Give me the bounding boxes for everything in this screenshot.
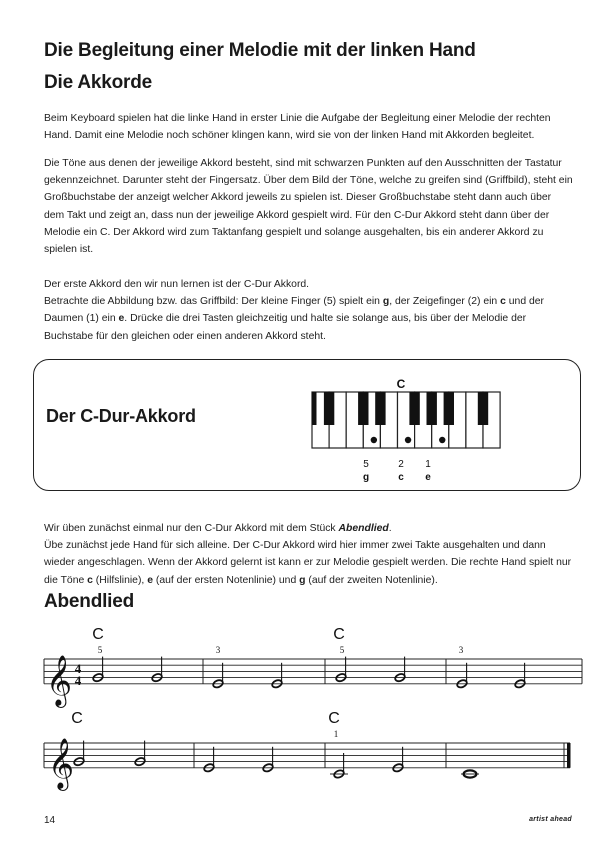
fingering: 3 (458, 645, 464, 655)
chord-box-title: Der C-Dur-Akkord (46, 406, 196, 426)
fingering: 5 (97, 645, 103, 655)
note-name: c (87, 574, 93, 586)
fingering: 1 (333, 729, 339, 739)
chord-box (33, 359, 581, 491)
finger-number: 2 (398, 459, 404, 470)
text-run: , der Zeigefinger (2) ein (389, 296, 501, 308)
staff-lines (44, 743, 571, 768)
time-signature-bottom: 4 (74, 673, 82, 688)
chord-tone-dot (405, 437, 411, 443)
black-key (375, 392, 385, 425)
keyboard-diagram (304, 370, 534, 485)
notes (73, 741, 479, 779)
black-key (427, 392, 437, 425)
note-name: c (500, 296, 506, 308)
text-run: Wir üben zunächst einmal nur den C-Dur Akkord mit dem Stück (44, 523, 339, 534)
section-title: Die Akkorde (44, 72, 152, 93)
note-label: g (362, 472, 370, 483)
text-run: Übe zunächst jede Hand für sich alleine. Der C-Dur Akkord wird hier immer zwei Takte ausgehalten und dann wieder angeschlagen. Wenn der Akkord gelernt ist kann er zur Melodie gespielt werden. Die rechte Hand spielt nur die Töne (44, 540, 572, 586)
fingering: 3 (215, 645, 221, 655)
note-label: e (425, 472, 431, 483)
finger-number: 1 (425, 459, 431, 470)
staff-system-1 (44, 626, 582, 708)
black-key (444, 392, 454, 425)
chord-symbol: C (71, 710, 83, 727)
piece-name: Abendlied (338, 523, 389, 534)
chord-tone-dot (439, 437, 445, 443)
black-key (358, 392, 368, 425)
paragraph-explanation: Die Töne aus denen der jeweilige Akkord besteht, sind mit schwarzen Punkten auf den Ausschnitten der Tastatur gekennzeichnet. Darunter steht der Fingersatz. Über dem Bild der Töne, welche zu greifen sind (Griffbild), steht ein Großbuchstabe der anzeigt welcher Akkord jeweils zu spielen ist. Dieser Großbuchstabe steht dann auch über dem Takt und zeigt an, dass nun der jeweilige Akkord gespielt wird. Für den C-Dur Akkord steht dann über der Melodie ein C. Der Akkord wird zum Taktanfang gespielt und solange ausgehalten, bis ein anderer Akkord zu spielen ist. (44, 158, 573, 256)
sheet-music (0, 615, 600, 795)
finger-number: 5 (363, 459, 369, 470)
treble-clef-icon: 𝄞 (46, 655, 73, 706)
treble-clef-icon: 𝄞 (48, 738, 75, 789)
text-run: (auf der ersten Notenlinie) und (152, 574, 300, 586)
text-run: (Hilfslinie), (92, 574, 148, 586)
note-name: g (382, 296, 390, 308)
text-run: Betrachte die Abbildung bzw. das Griffbild: Der kleine Finger (5) spielt ein (44, 296, 383, 308)
staff-lines (44, 659, 582, 684)
time-signature-top: 4 (74, 661, 82, 676)
text-run: und der Daumen (1) ein (44, 296, 545, 325)
page-title: Die Begleitung einer Melodie mit der linken Hand (44, 40, 476, 61)
page-number: 14 (44, 815, 56, 826)
paragraph-exercise (44, 520, 574, 589)
chord-symbol: C (333, 626, 345, 643)
piece-title: Abendlied (44, 591, 135, 612)
text-run: . (388, 523, 392, 534)
final-barline (567, 743, 571, 768)
fingering: 5 (339, 645, 345, 655)
text-run: (auf der zweiten Notenlinie). (305, 574, 438, 586)
staff-system-2 (44, 710, 571, 791)
paragraph-intro: Beim Keyboard spielen hat die linke Hand in erster Linie die Aufgabe der Begleitung einer Melodie der rechten Hand. Damit eine Melodie noch schöner klingen kann, wird sie von der linken Hand mit Akkorden begleitet. (44, 113, 551, 142)
black-key (409, 392, 419, 425)
black-key (478, 392, 488, 425)
note-name: e (118, 313, 125, 325)
paragraph-line: Der erste Akkord den wir nun lernen ist der C-Dur Akkord. (44, 279, 310, 290)
note-name: e (147, 574, 153, 586)
publisher-logo: artist ahead (529, 816, 572, 823)
note-name: g (299, 574, 306, 586)
chord-tone-dot (371, 437, 377, 443)
black-key (312, 392, 317, 425)
chord-symbol: C (92, 626, 104, 643)
note-label: c (398, 472, 404, 483)
text-run: . Drücke die drei Tasten gleichzeitig und halte sie solange aus, bis über der Melodie der Buchstabe für den gleichen oder einen anderen Akkord steht. (44, 313, 527, 342)
chord-symbol: C (328, 710, 340, 727)
paragraph-c-chord (44, 276, 574, 345)
black-key (324, 392, 334, 425)
chord-letter: C (396, 377, 406, 391)
